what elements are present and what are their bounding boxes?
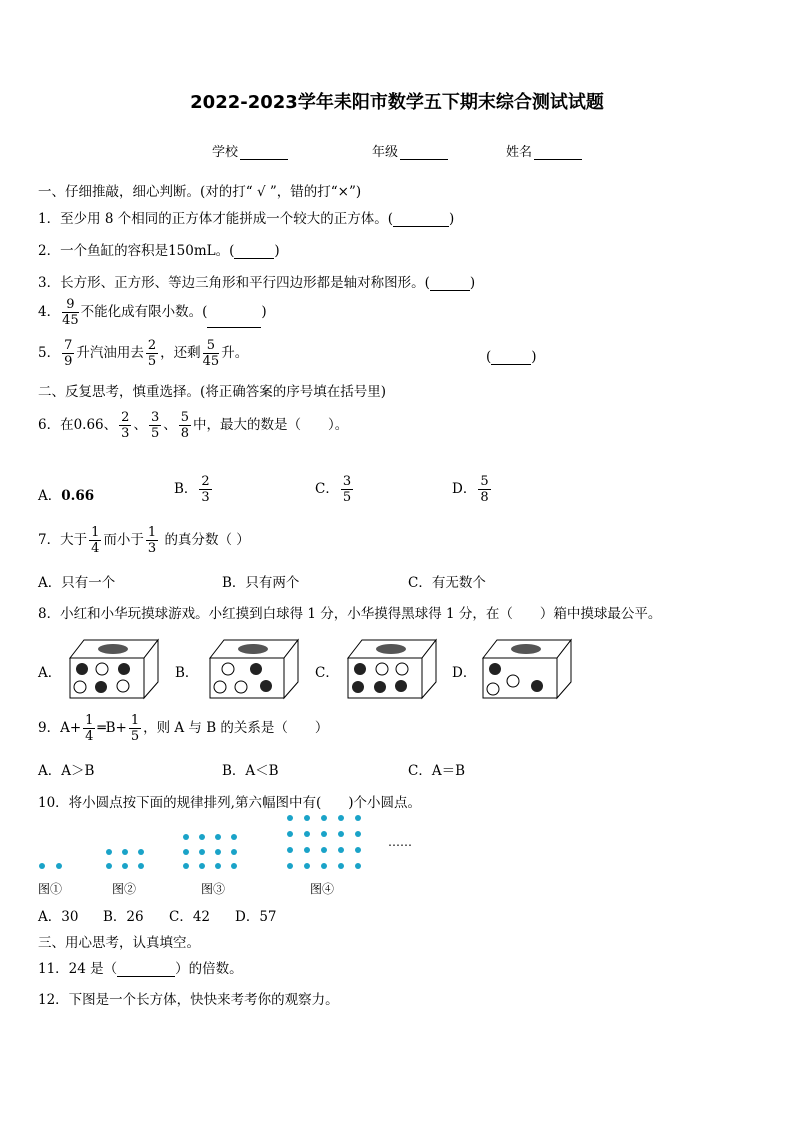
grade-label: 年级 [372, 145, 399, 160]
fraction: $\frac{3}{5}$ [150, 410, 160, 441]
q6-option-c[interactable]: C． $\frac{3}{5}$ [315, 474, 352, 505]
q8-option-c-label[interactable]: C． [315, 665, 339, 681]
ellipsis-text: …… [388, 835, 412, 849]
q7-option-b[interactable]: B．只有两个 [222, 575, 300, 591]
figure-1-label: 图① [38, 882, 63, 896]
q10-option-d[interactable]: D．57 [235, 909, 277, 925]
question-2: 2．一个鱼缸的容积是150mL。( ) [38, 243, 280, 259]
fraction: $\frac{5}{8}$ [180, 410, 189, 441]
q7-option-c[interactable]: C．有无数个 [408, 575, 486, 591]
figure-4-label: 图④ [310, 882, 335, 896]
name-label: 姓名 [506, 145, 533, 160]
q9-option-b[interactable]: B．A＜B [222, 763, 279, 779]
q6-option-b[interactable]: B． $\frac{2}{3}$ [174, 474, 210, 505]
question-9: 9．A+ $\frac{1}{4}$ ═B+ $\frac{1}{5}$ ，则 A 与 B 的关系是（ ） [38, 713, 329, 744]
answer-blank-1[interactable] [393, 214, 449, 227]
question-7: 7．大于 $\frac{1}{4}$ 而小于 $\frac{1}{3}$ 的真分数（ ） [38, 525, 250, 556]
grade-field[interactable] [372, 141, 448, 160]
q10-option-a[interactable]: A．30 [38, 909, 79, 925]
page-title: 2022-2023学年耒阳市数学五下期末综合测试试题 [190, 92, 604, 113]
q6-option-a[interactable]: A．0.66 [38, 488, 95, 504]
section-1-heading: 一、仔细推敲，细心判断。(对的打“ √ ”，错的打“×”) [38, 184, 362, 200]
dot-figure-2 [106, 849, 144, 869]
q8-option-a-label[interactable]: A． [38, 665, 62, 681]
q7-option-a[interactable]: A．只有一个 [38, 575, 116, 591]
question-10: 10．将小圆点按下面的规律排列,第六幅图中有( )个小圆点。 [38, 795, 422, 811]
q10-option-c[interactable]: C．42 [169, 909, 211, 925]
question-5: 5． $\frac{7}{9}$ 升汽油用去 $\frac{2}{5}$ ，还剩 $\frac{5}{45}$ 升。 [38, 338, 249, 369]
question-12: 12．下图是一个长方体，快快来考考你的观察力。 [38, 992, 339, 1008]
answer-blank-2[interactable] [234, 246, 274, 259]
ball-box-d[interactable] [481, 638, 575, 700]
fraction: $\frac{1}{4}$ [91, 525, 100, 556]
q8-option-d-label[interactable]: D． [452, 665, 477, 681]
question-3: 3．长方形、正方形、等边三角形和平行四边形都是轴对称图形。( ) [38, 275, 476, 291]
answer-blank-3[interactable] [430, 278, 470, 291]
fraction: $\frac{2}{5}$ [147, 338, 157, 369]
answer-blank-4[interactable] [207, 315, 261, 328]
q9-option-a[interactable]: A．A＞B [38, 763, 95, 779]
section-2-heading: 二、反复思考，慎重选择。(将正确答案的序号填在括号里) [38, 384, 387, 400]
question-8: 8．小红和小华玩摸球游戏。小红摸到白球得 1 分，小华摸得黑球得 1 分，在（ ）箱中摸球最公平。 [38, 606, 662, 622]
q10-option-b[interactable]: B．26 [103, 909, 144, 925]
ball-box-b[interactable] [208, 638, 302, 700]
dot-pattern-figures [36, 812, 416, 874]
figure-3-label: 图③ [201, 882, 226, 896]
dot-figure-4 [287, 815, 361, 869]
school-field[interactable] [212, 141, 288, 160]
fraction: $\frac{1}{5}$ [130, 713, 140, 744]
school-label: 学校 [212, 145, 239, 160]
q9-option-c[interactable]: C．A＝B [408, 763, 465, 779]
answer-paren-5[interactable]: ( ) [486, 349, 537, 365]
name-field[interactable] [506, 141, 582, 160]
fraction: $\frac{1}{3}$ [147, 525, 157, 556]
ball-box-c[interactable] [346, 638, 440, 700]
q8-option-b-label[interactable]: B． [175, 665, 199, 681]
question-1: 1．至少用 8 个相同的正方体才能拼成一个较大的正方体。( ) [38, 211, 455, 227]
fraction: $\frac{2}{3}$ [121, 410, 130, 441]
figure-2-label: 图② [112, 882, 137, 896]
fraction: $\frac{1}{4}$ [85, 713, 94, 744]
dot-figure-1 [39, 863, 62, 869]
fraction: $\frac{5}{45}$ [202, 338, 220, 369]
fraction: $\frac{9}{45}$ [62, 297, 79, 328]
q6-option-d[interactable]: D． $\frac{5}{8}$ [452, 474, 489, 505]
question-11: 11．24 是（ ）的倍数。 [38, 961, 243, 977]
fraction: $\frac{7}{9}$ [64, 338, 73, 369]
ball-box-a[interactable] [68, 638, 162, 700]
question-6: 6．在0.66、 $\frac{2}{3}$ 、 $\frac{3}{5}$ 、 $\frac{5}{8}$ 中，最大的数是（ ）。 [38, 410, 349, 441]
question-4: 4． $\frac{9}{45}$ 不能化成有限小数。( ) [38, 297, 267, 328]
dot-figure-3 [183, 834, 237, 869]
section-3-heading: 三、用心思考，认真填空。 [38, 935, 200, 951]
answer-blank-11[interactable] [117, 964, 175, 977]
